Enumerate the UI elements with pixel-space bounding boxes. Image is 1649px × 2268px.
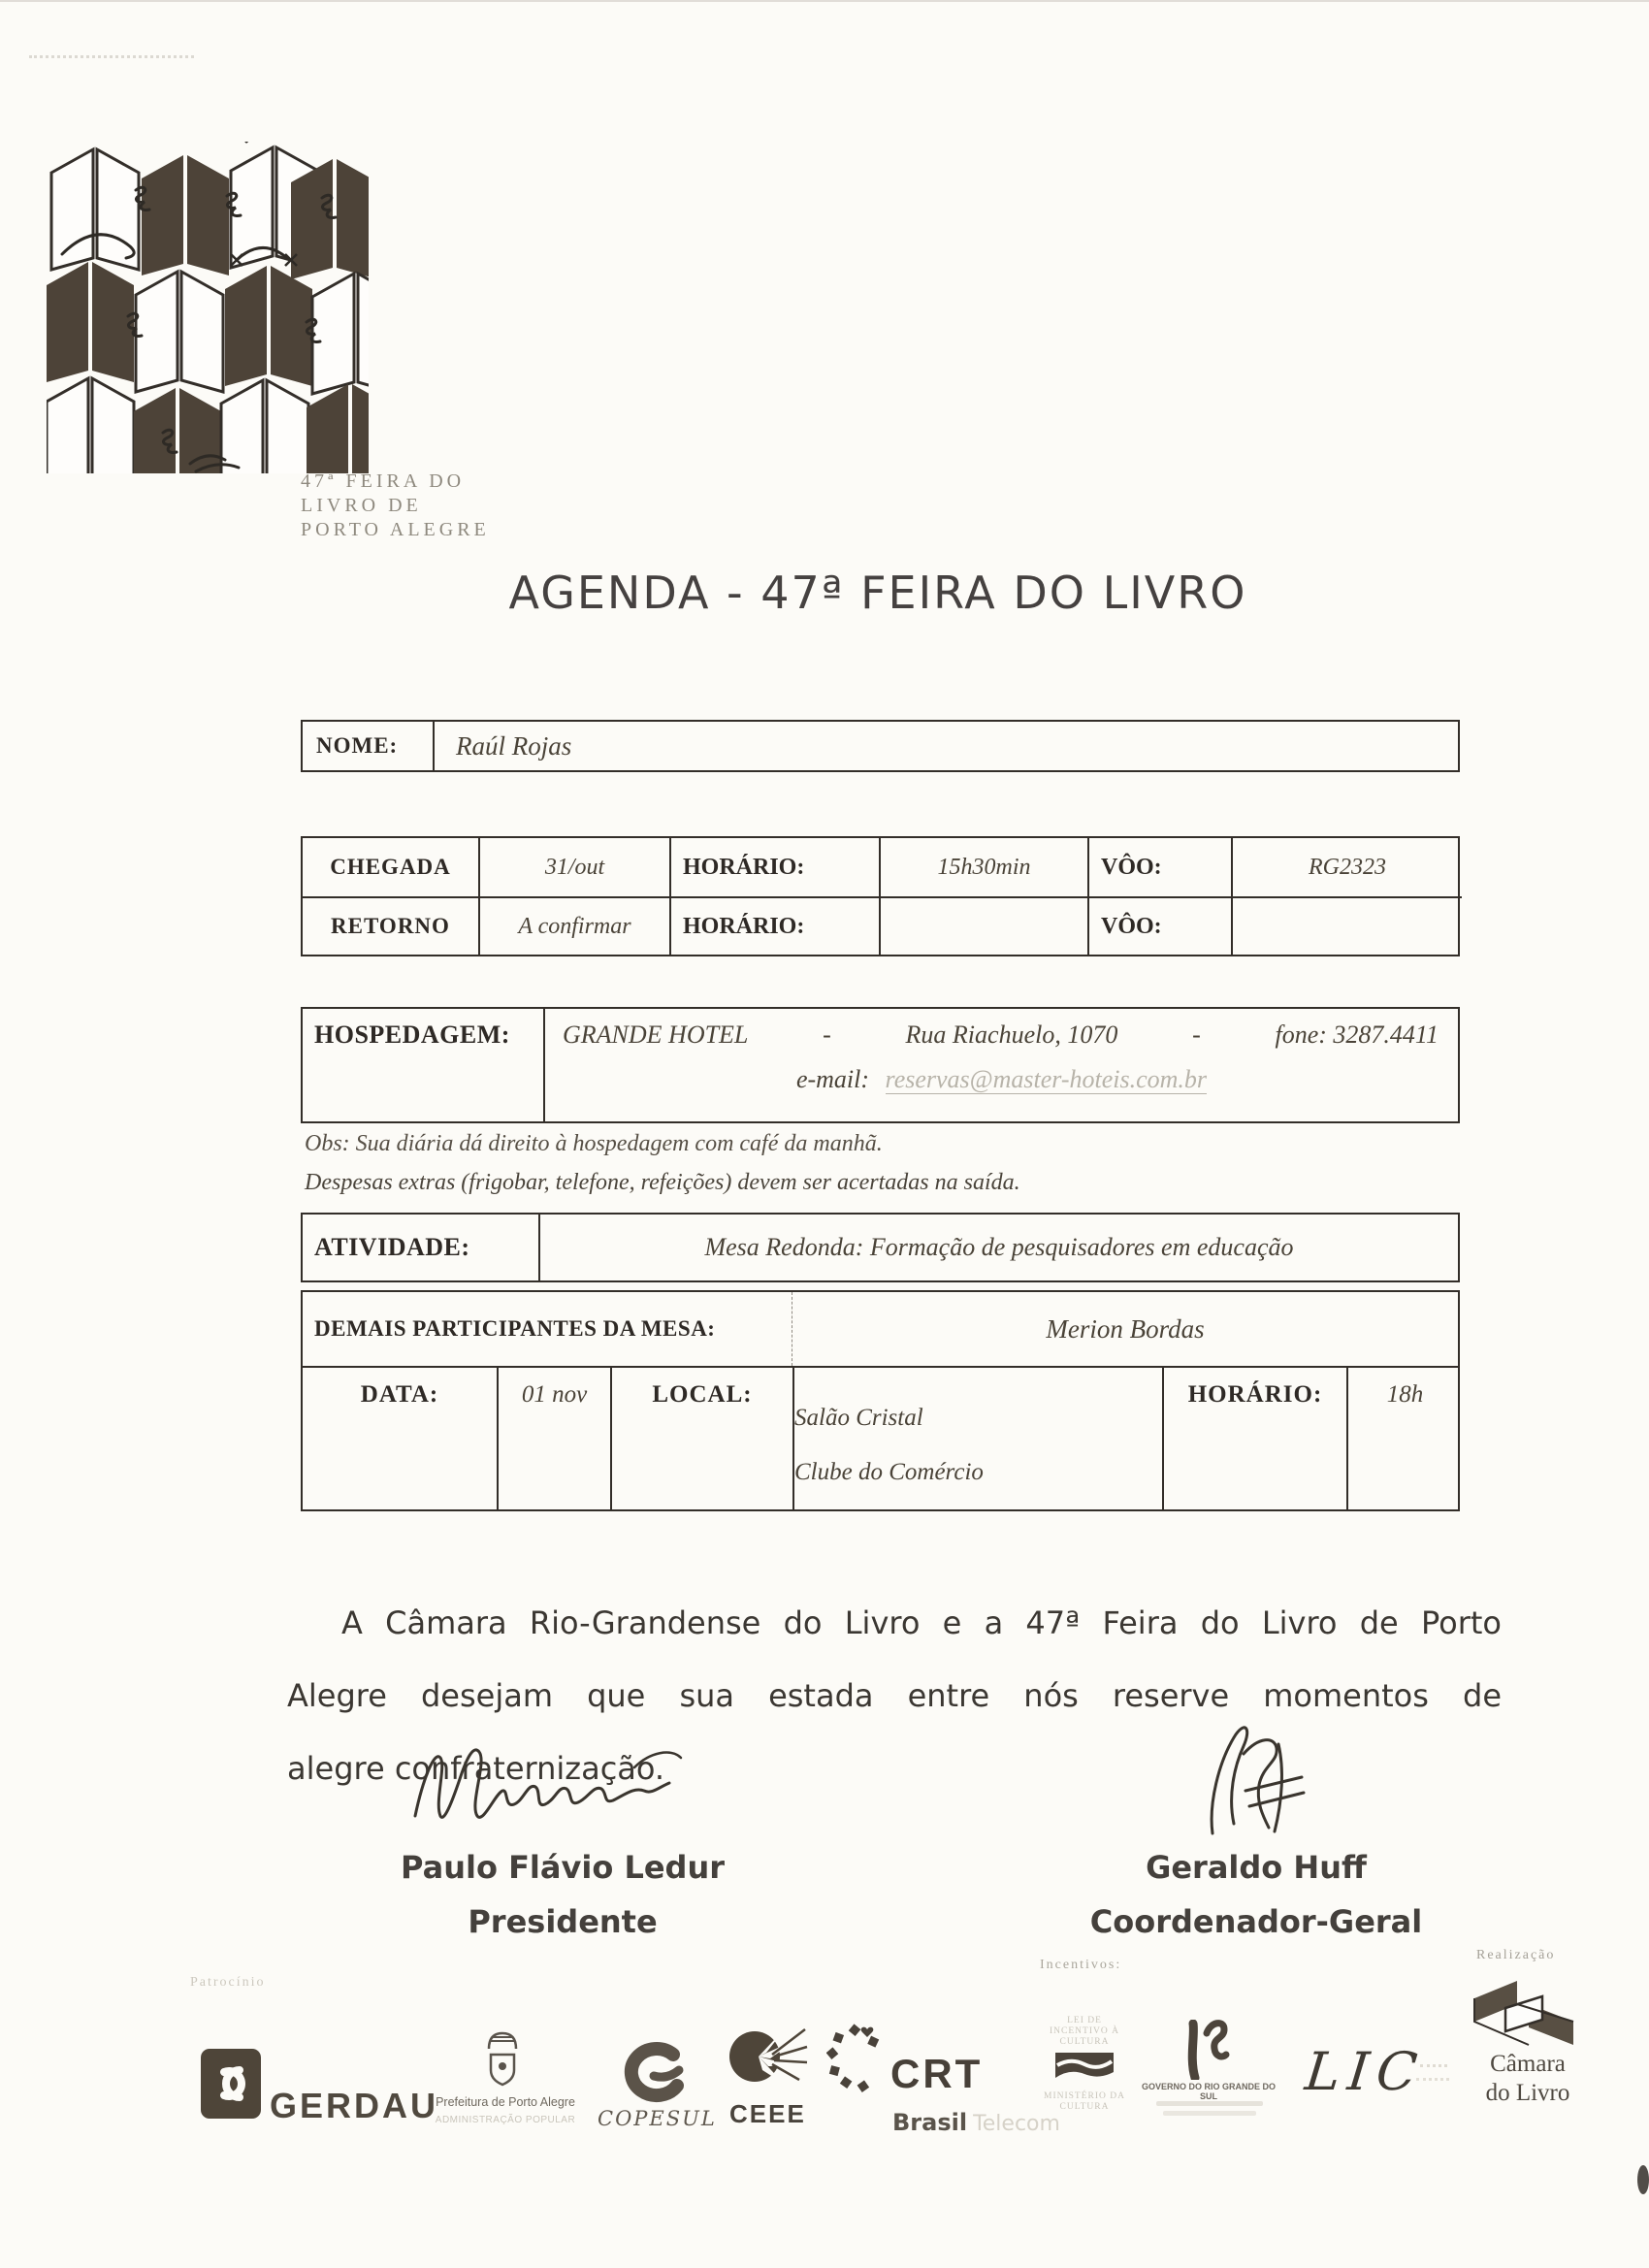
fair-logo-line1: 47ª FEIRA DO: [301, 470, 466, 492]
governo-rs-faded-text-bar: [1163, 2111, 1256, 2116]
gerdau-wordmark: GERDAU: [270, 2086, 439, 2125]
hospedagem-email-line: [545, 1065, 1458, 1094]
retorno-horario-value: [879, 896, 1087, 955]
governo-rs-faded-text-bar: [1156, 2101, 1263, 2106]
crt-logo-icon: [826, 2024, 887, 2093]
retorno-date: A confirmar: [478, 896, 669, 955]
participantes-table: [301, 1290, 1460, 1511]
hotel-name: GRANDE HOTEL: [563, 1021, 749, 1049]
hotel-address: Rua Riachuelo, 1070: [905, 1021, 1118, 1049]
signer-name-right: Geraldo Huff: [1146, 1849, 1367, 1886]
participantes-value: Merion Bordas: [1046, 1313, 1205, 1344]
book-fair-readers-illustration: [47, 142, 369, 473]
nome-value: Raúl Rojas: [456, 730, 572, 761]
chegada-date: 31/out: [478, 838, 669, 896]
chegada-voo-label: VÔO:: [1087, 838, 1231, 896]
atividade-label: ATIVIDADE:: [303, 1215, 540, 1280]
signer-name-left: Paulo Flávio Ledur: [401, 1849, 725, 1886]
brasil-telecom-wordmark: [892, 2109, 1060, 2136]
hotel-phone: fone: 3287.4411: [1275, 1021, 1439, 1049]
crt-wordmark: CRT: [890, 2051, 984, 2096]
page-title: AGENDA - 47ª FEIRA DO LIVRO: [508, 567, 1247, 619]
prefeitura-wordmark: Prefeitura de Porto Alegre: [436, 2095, 575, 2109]
horario-label: HORÁRIO:: [1162, 1368, 1346, 1509]
lei-incentivo-cultura-label: LEI DE INCENTIVO À CULTURA: [1050, 2016, 1119, 2047]
fair-logo-line2: LIVRO DE: [301, 495, 422, 516]
gerdau-logo-icon: [201, 2049, 261, 2119]
closing-message-line1: A Câmara Rio-Grandense do Livro e a 47ª Feira do Livro de Porto: [341, 1604, 1502, 1641]
retorno-voo-value: [1231, 896, 1462, 955]
local-value: [792, 1368, 1162, 1509]
chegada-horario-label: HORÁRIO:: [669, 838, 879, 896]
chegada-label: CHEGADA: [330, 855, 451, 879]
closing-message-line3: alegre confraternização.: [287, 1750, 665, 1787]
camara-do-livro-logo-icon: [1467, 1975, 1583, 2051]
ceee-logo-icon: [729, 2020, 809, 2099]
chegada-voo-value: RG2323: [1231, 838, 1462, 896]
governo-rs-wordmark: GOVERNO DO RIO GRANDE DO SUL: [1141, 2082, 1276, 2101]
atividade-value: Mesa Redonda: Formação de pesquisadores em educação: [704, 1233, 1294, 1261]
fair-logo-text: [301, 470, 490, 542]
email-label: e-mail:: [795, 1065, 870, 1093]
ministerio-cultura-label: MINISTÉRIO DA CULTURA: [1044, 2091, 1125, 2112]
scan-artifact-line: [0, 0, 1649, 2]
patrocinio-label: Patrocínio: [190, 1975, 266, 1990]
retorno-voo-label: VÔO:: [1087, 896, 1231, 955]
governo-rs-logo-icon: [1174, 2020, 1236, 2080]
atividade-table: [301, 1213, 1460, 1282]
lic-faded-scribble: [1420, 2064, 1447, 2067]
participantes-row: [303, 1292, 1458, 1366]
fair-logo-line3: PORTO ALEGRE: [301, 519, 490, 540]
copesul-wordmark: COPESUL: [598, 2107, 717, 2130]
horario-value: 18h: [1346, 1368, 1462, 1509]
lic-wordmark: LIC: [1302, 2041, 1428, 2102]
copesul-logo-icon: [611, 2041, 693, 2107]
nome-table: [301, 720, 1460, 772]
data-label: DATA:: [360, 1381, 439, 1408]
schedule-row: [303, 1366, 1458, 1509]
hospedagem-label: HOSPEDAGEM:: [303, 1009, 545, 1121]
obs-note-1: Obs: Sua diária dá direito à hospedagem com café da manhã.: [305, 1131, 883, 1156]
prefeitura-porto-alegre-logo-icon: [479, 2029, 526, 2093]
camara-do-livro-wordmark-line2: do Livro: [1485, 2080, 1570, 2106]
realizacao-label: Realização: [1476, 1948, 1556, 1962]
signer-role-right: Coordenador-Geral: [1089, 1903, 1423, 1940]
scan-artifact-dots: [29, 55, 194, 58]
data-value: 01 nov: [497, 1368, 610, 1509]
local-line1: Salão Cristal: [794, 1405, 923, 1431]
hospedagem-table: [301, 1007, 1460, 1123]
local-line2: Clube do Comércio: [794, 1459, 984, 1485]
signature-paulo-flavio-ledur: [405, 1734, 730, 1839]
hospedagem-value: [545, 1009, 1458, 1121]
retorno-horario-label: HORÁRIO:: [669, 896, 879, 955]
ceee-wordmark: CEEE: [729, 2099, 806, 2128]
nome-label: NOME:: [303, 722, 435, 770]
signer-role-left: Presidente: [468, 1903, 658, 1940]
chegada-horario-value: 15h30min: [879, 838, 1087, 896]
ministerio-cultura-flag-icon: [1053, 2051, 1116, 2086]
closing-message-line2: Alegre desejam que sua estada entre nós reserve momentos de: [287, 1677, 1502, 1714]
hospedagem-hotel-line: [545, 1009, 1458, 1050]
prefeitura-subtitle: ADMINISTRAÇÃO POPULAR: [435, 2115, 576, 2125]
dash: -: [823, 1021, 831, 1049]
lic-faded-scribble: [1416, 2078, 1449, 2081]
participantes-label: DEMAIS PARTICIPANTES DA MESA:: [303, 1292, 792, 1366]
brasil-text: Brasil: [892, 2109, 968, 2136]
local-label: LOCAL:: [610, 1368, 792, 1509]
obs-note-2: Despesas extras (frigobar, telefone, refeições) devem ser acertadas na saída.: [305, 1170, 1020, 1195]
email-value: reservas@master-hoteis.com.br: [885, 1065, 1208, 1093]
scan-artifact-smudge: [1637, 2165, 1649, 2194]
incentivos-label: Incentivos:: [1040, 1958, 1122, 1972]
camara-do-livro-wordmark-line1: Câmara: [1490, 2051, 1566, 2077]
retorno-label: RETORNO: [303, 896, 478, 955]
telecom-text: Telecom: [973, 2112, 1060, 2136]
dash: -: [1192, 1021, 1201, 1049]
signature-geraldo-huff: [1185, 1715, 1370, 1846]
travel-table: [301, 836, 1460, 956]
